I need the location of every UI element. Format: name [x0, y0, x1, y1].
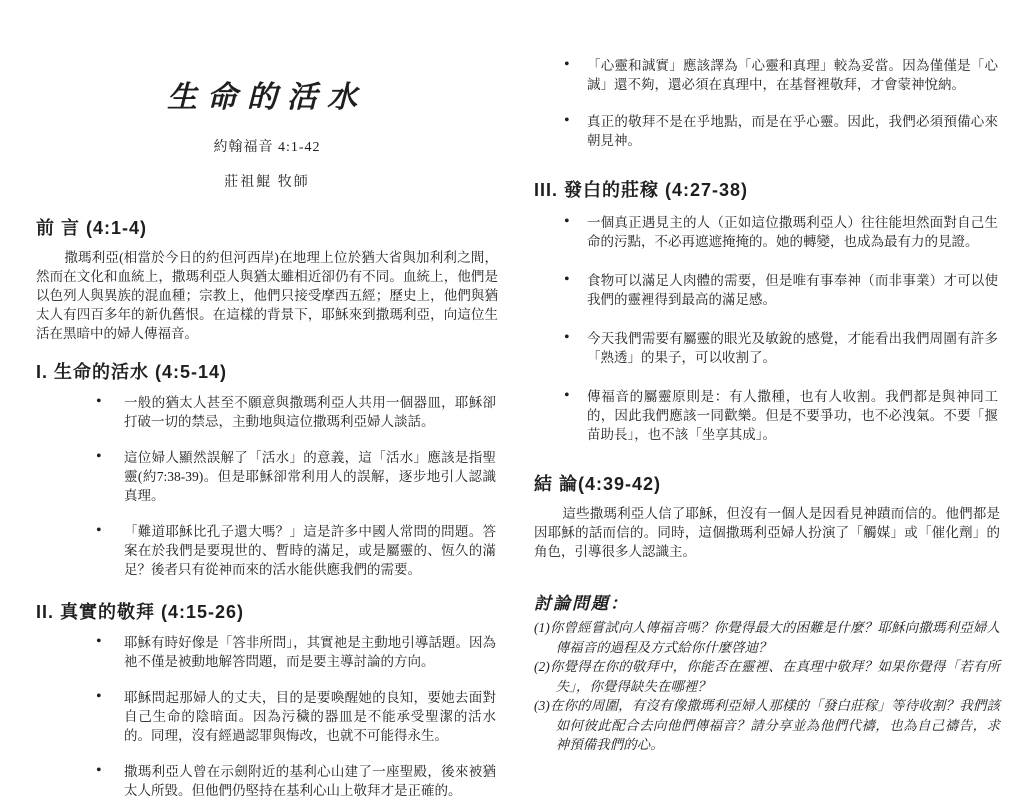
section2-bullet-list-left: [94, 633, 496, 800]
discussion-question: (2)你覺得在你的敬拜中，你能否在靈裡、在真理中敬拜？如果你覺得「若有所失」，你覺得缺失在哪裡？: [534, 659, 1000, 694]
right-column: [534, 0, 1000, 755]
preface-paragraph: 撒瑪利亞(相當於今日的約但河西岸)在地理上位於猶大省與加利利之間，然而在文化和血統上，撒瑪利亞人與猶太雖相近卻仍有不同。血統上，他們是以色列人與異族的混血種；宗教上，他們只接受摩西五經；歷史上，他們與猶太人有四百多年的新仇舊恨。在這樣的背景下，耶穌來到撒瑪利亞，向這位生活在黑暗中的婦人傳福音。: [36, 250, 498, 341]
page-title: 生命的活水: [167, 81, 367, 114]
bullet-item: • 這位婦人顯然誤解了「活水」的意義，這「活水」應該是指聖靈(約7:38-39)。但是耶穌卻常利用人的誤解，逐步地引人認識真理。: [94, 448, 496, 505]
discussion-heading: 討論問題：: [534, 594, 629, 613]
section1-bullet-list: [94, 393, 496, 579]
discussion-question: (1)你曾經嘗試向人傳福音嗎？你覺得最大的困難是什麼？耶穌向撒瑪利亞婦人傳福音的過程及方式給你什麼啓迪？: [534, 620, 1000, 655]
bullet-item: • 真正的敬拜不是在乎地點，而是在乎心靈。因此，我們必須預備心來朝見神。: [562, 112, 998, 150]
left-column: [36, 0, 498, 800]
scripture-reference: 約翰福音 4:1-42: [213, 140, 321, 155]
bullet-item: • 「心靈和誠實」應該譯為「心靈和真理」較為妥當。因為僅僅是「心誠」還不夠，還必須在真理中，在基督裡敬拜，才會蒙神悅納。: [562, 56, 998, 94]
section3-heading: III. 發白的莊稼 (4:27-38): [534, 180, 749, 200]
section1-heading: I. 生命的活水 (4:5-14): [36, 362, 228, 382]
bullet-item: • 一般的猶太人甚至不願意與撒瑪利亞人共用一個器皿，耶穌卻打破一切的禁忌，主動地與這位撒瑪利亞婦人談話。: [94, 393, 496, 431]
bullet-item: • 食物可以滿足人肉體的需要，但是唯有事奉神（而非事業）才可以使我們的靈裡得到最高的滿足感。: [562, 271, 998, 309]
author-name: 莊祖鯤 牧師: [224, 175, 310, 190]
discussion-question: (3)在你的周圍，有沒有像撒瑪利亞婦人那樣的「發白莊稼」等待收割？我們該如何彼此配合去向他們傳福音？請分享並為他們代禱，也為自己禱告，求神預備我們的心。: [534, 698, 1000, 752]
bullet-item: • 傳福音的屬靈原則是：有人撒種，也有人收割。我們都是與神同工的，因此我們應該一同歡樂。但是不要爭功，也不必洩氣。不要「揠苗助長」，也不該「坐享其成」。: [562, 387, 998, 444]
bullet-item: • 「難道耶穌比孔子還大嗎？」這是許多中國人常問的問題。答案在於我們是要現世的、暫時的滿足，或是屬靈的、恆久的滿足？後者只有從神而來的活水能供應我們的需要。: [94, 522, 496, 579]
discussion-question-list: [534, 618, 1000, 755]
bullet-item: • 耶穌問起那婦人的丈夫，目的是要喚醒她的良知，要她去面對自己生命的陰暗面。因為污穢的器皿是不能承受聖潔的活水的。同理，沒有經過認罪與悔改，也就不可能得永生。: [94, 688, 496, 745]
preface-heading: 前 言 (4:1-4): [36, 218, 148, 238]
section3-bullet-list: [562, 213, 998, 444]
bullet-item: • 一個真正遇見主的人（正如這位撒瑪利亞人）往往能坦然面對自己生命的污點，不必再遮遮掩掩的。她的轉變，也成為最有力的見證。: [562, 213, 998, 251]
section2-heading: II. 真實的敬拜 (4:15-26): [36, 602, 245, 622]
conclusion-paragraph: 這些撒瑪利亞人信了耶穌，但沒有一個人是因看見神蹟而信的。他們都是因耶穌的話而信的。同時，這個撒瑪利亞婦人扮演了「觸媒」或「催化劑」的角色，引導很多人認識主。: [534, 506, 1000, 559]
conclusion-heading: 結 論(4:39-42): [534, 474, 662, 494]
section2-bullet-list-right: [562, 56, 998, 150]
bullet-item: • 撒瑪利亞人曾在示劍附近的基利心山建了一座聖殿，後來被猶太人所毀。但他們仍堅持在基利心山上敬拜才是正確的。: [94, 762, 496, 800]
bullet-item: • 今天我們需要有屬靈的眼光及敏銳的感覺，才能看出我們周圍有許多「熟透」的果子，可以收割了。: [562, 329, 998, 367]
bullet-item: • 耶穌有時好像是「答非所問」，其實祂是主動地引導話題。因為祂不僅是被動地解答問題，而是要主導討論的方向。: [94, 633, 496, 671]
